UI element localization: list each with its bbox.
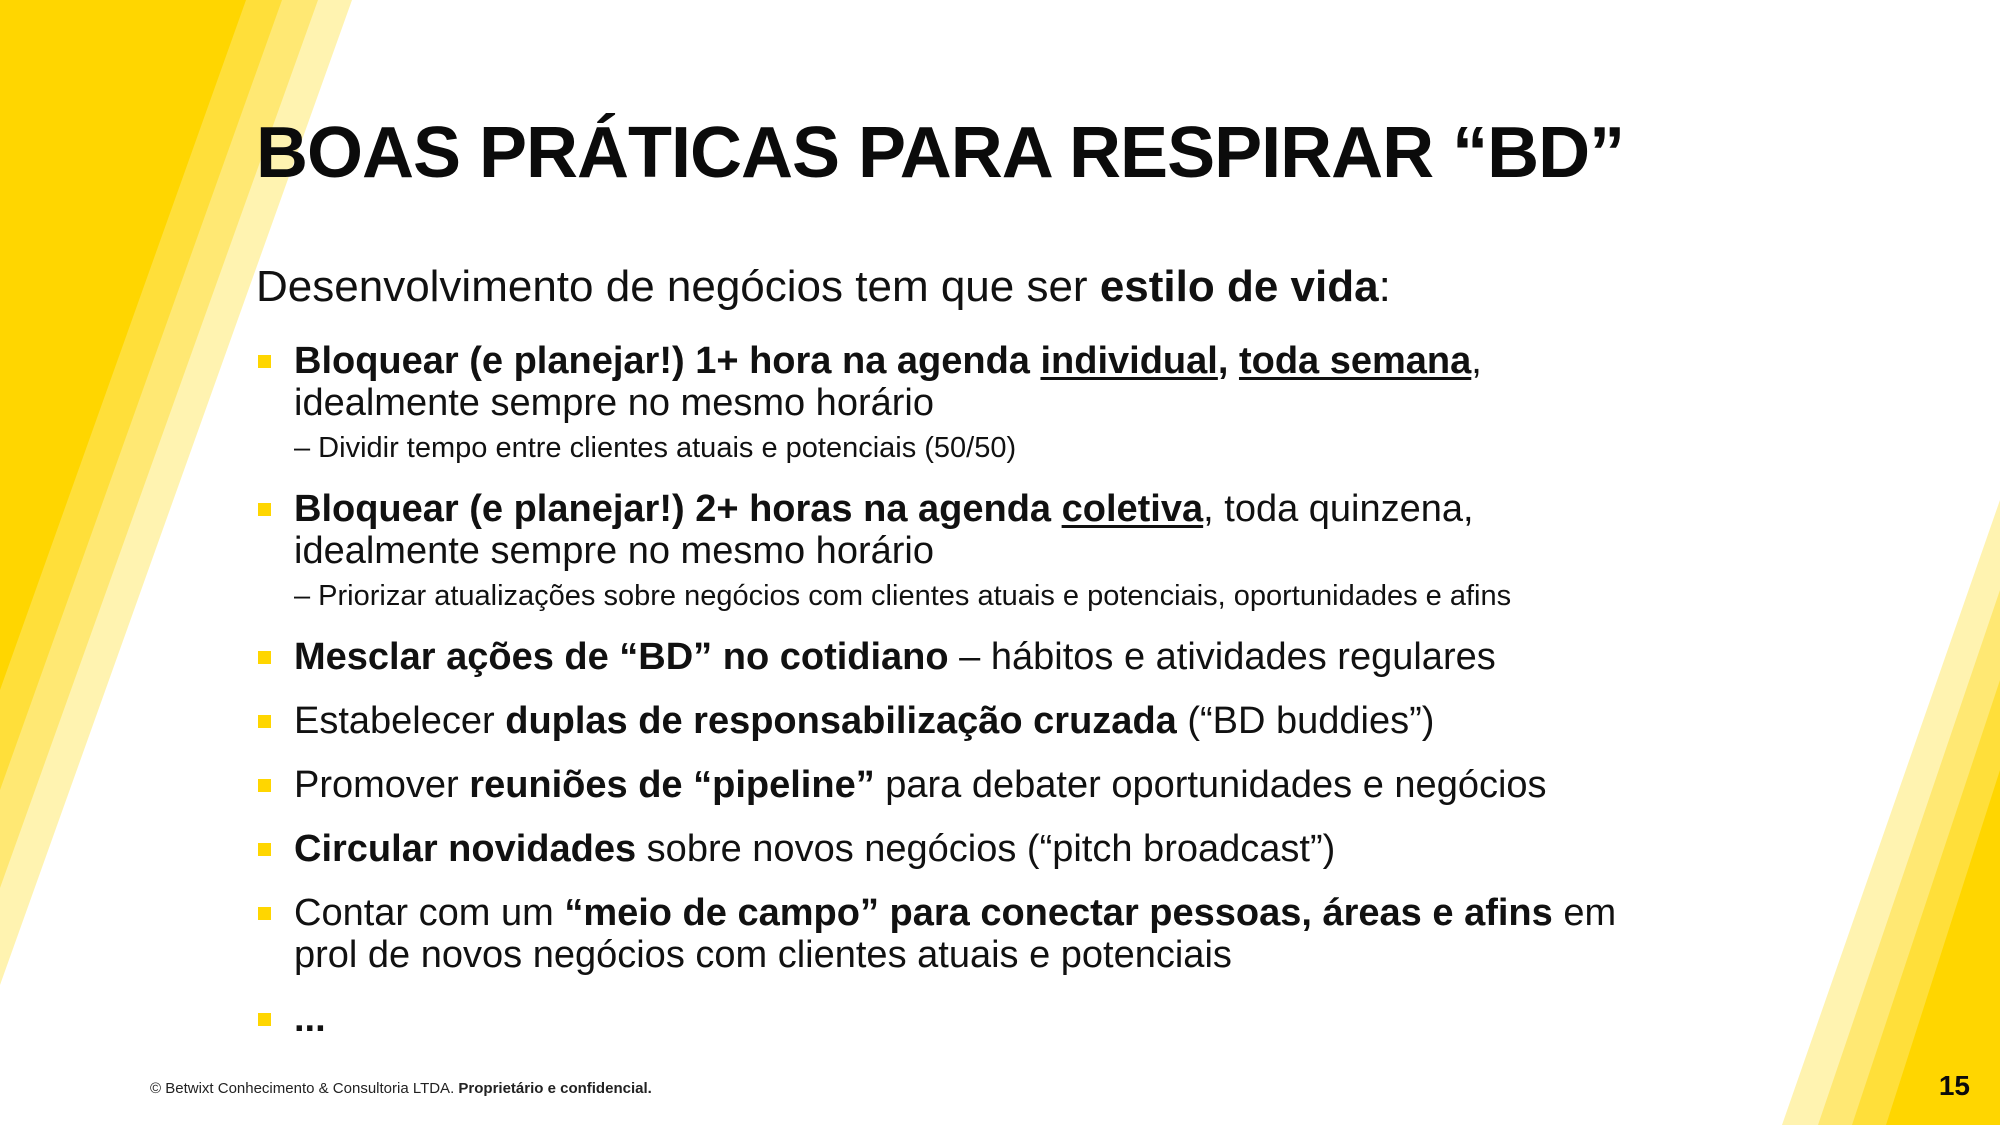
slide-title: BOAS PRÁTICAS PARA RESPIRAR “BD” [256, 113, 1625, 193]
bullet-text: Promover [294, 764, 470, 806]
bullet-line2: idealmente sempre no mesmo horário [294, 530, 934, 572]
bullet-sub: – Priorizar atualizações sobre negócios com clientes atuais e potenciais, oportunidades e afins [294, 580, 1512, 612]
bullet-bold: Bloquear (e planejar!) 2+ horas na agenda [294, 488, 1062, 530]
footer-copyright [150, 1080, 652, 1097]
intro-suffix: : [1378, 262, 1391, 311]
bullet-bold: Circular novidades [294, 828, 637, 870]
page-number: 15 [1938, 1070, 1970, 1101]
bullet-text: Contar com um [294, 892, 565, 934]
bullet-bold: duplas de responsabilização cruzada [505, 700, 1177, 742]
bullet-text-end: em [1552, 892, 1617, 934]
intro-text [256, 262, 1391, 312]
bullet-square-icon [258, 907, 271, 920]
bullet-text-end: para debater oportunidades e negócios [874, 764, 1547, 806]
bullet-item [256, 340, 1756, 466]
bullet-item [256, 636, 1756, 678]
bullet-square-icon [258, 355, 271, 368]
bullet-item [256, 892, 1756, 976]
intro-prefix: Desenvolvimento de negócios tem que ser [256, 262, 1100, 311]
bullet-bold: Mesclar ações de “BD” no cotidiano [294, 636, 949, 678]
bullet-underline: individual [1040, 340, 1218, 382]
bullet-item [256, 828, 1756, 870]
bullet-square-icon [258, 779, 271, 792]
bullet-square-icon [258, 651, 271, 664]
bullet-sep: , [1217, 340, 1239, 382]
bullet-sub: – Dividir tempo entre clientes atuais e potenciais (50/50) [294, 432, 1017, 464]
bullet-underline: toda semana [1238, 340, 1472, 382]
bullet-tail: , toda quinzena, [1203, 488, 1474, 530]
bullet-tail: , [1471, 340, 1482, 382]
bullet-square-icon [258, 715, 271, 728]
bullet-bold: Bloquear (e planejar!) 1+ hora na agenda [294, 340, 1041, 382]
bullet-text: sobre novos negócios (“pitch broadcast”) [636, 828, 1336, 870]
bullet-bold: reuniões de “pipeline” [469, 764, 875, 806]
footer-text: © Betwixt Conhecimento & Consultoria LTDA. [150, 1080, 459, 1097]
bullet-line2: idealmente sempre no mesmo horário [294, 382, 934, 424]
bullet-underline: coletiva [1061, 488, 1204, 530]
bullet-square-icon [258, 503, 271, 516]
bullet-text-end: (“BD buddies”) [1176, 700, 1435, 742]
bullet-text: Estabelecer [294, 700, 506, 742]
bullet-item [256, 764, 1756, 806]
bullet-square-icon [258, 843, 271, 856]
bullet-bold: “meio de campo” para conectar pessoas, áreas e afins [564, 892, 1553, 934]
footer-bold: Proprietário e confidencial. [458, 1080, 652, 1097]
intro-bold: estilo de vida [1099, 262, 1379, 311]
bullet-item [256, 998, 1756, 1040]
bullet-square-icon [258, 1013, 271, 1026]
bullet-bold: ... [294, 998, 326, 1040]
bullet-text: – hábitos e atividades regulares [948, 636, 1496, 678]
bullet-item [256, 488, 1756, 614]
bullet-line2: prol de novos negócios com clientes atuais e potenciais [294, 934, 1232, 976]
bullet-list [256, 340, 1756, 1040]
bullet-item [256, 700, 1756, 742]
